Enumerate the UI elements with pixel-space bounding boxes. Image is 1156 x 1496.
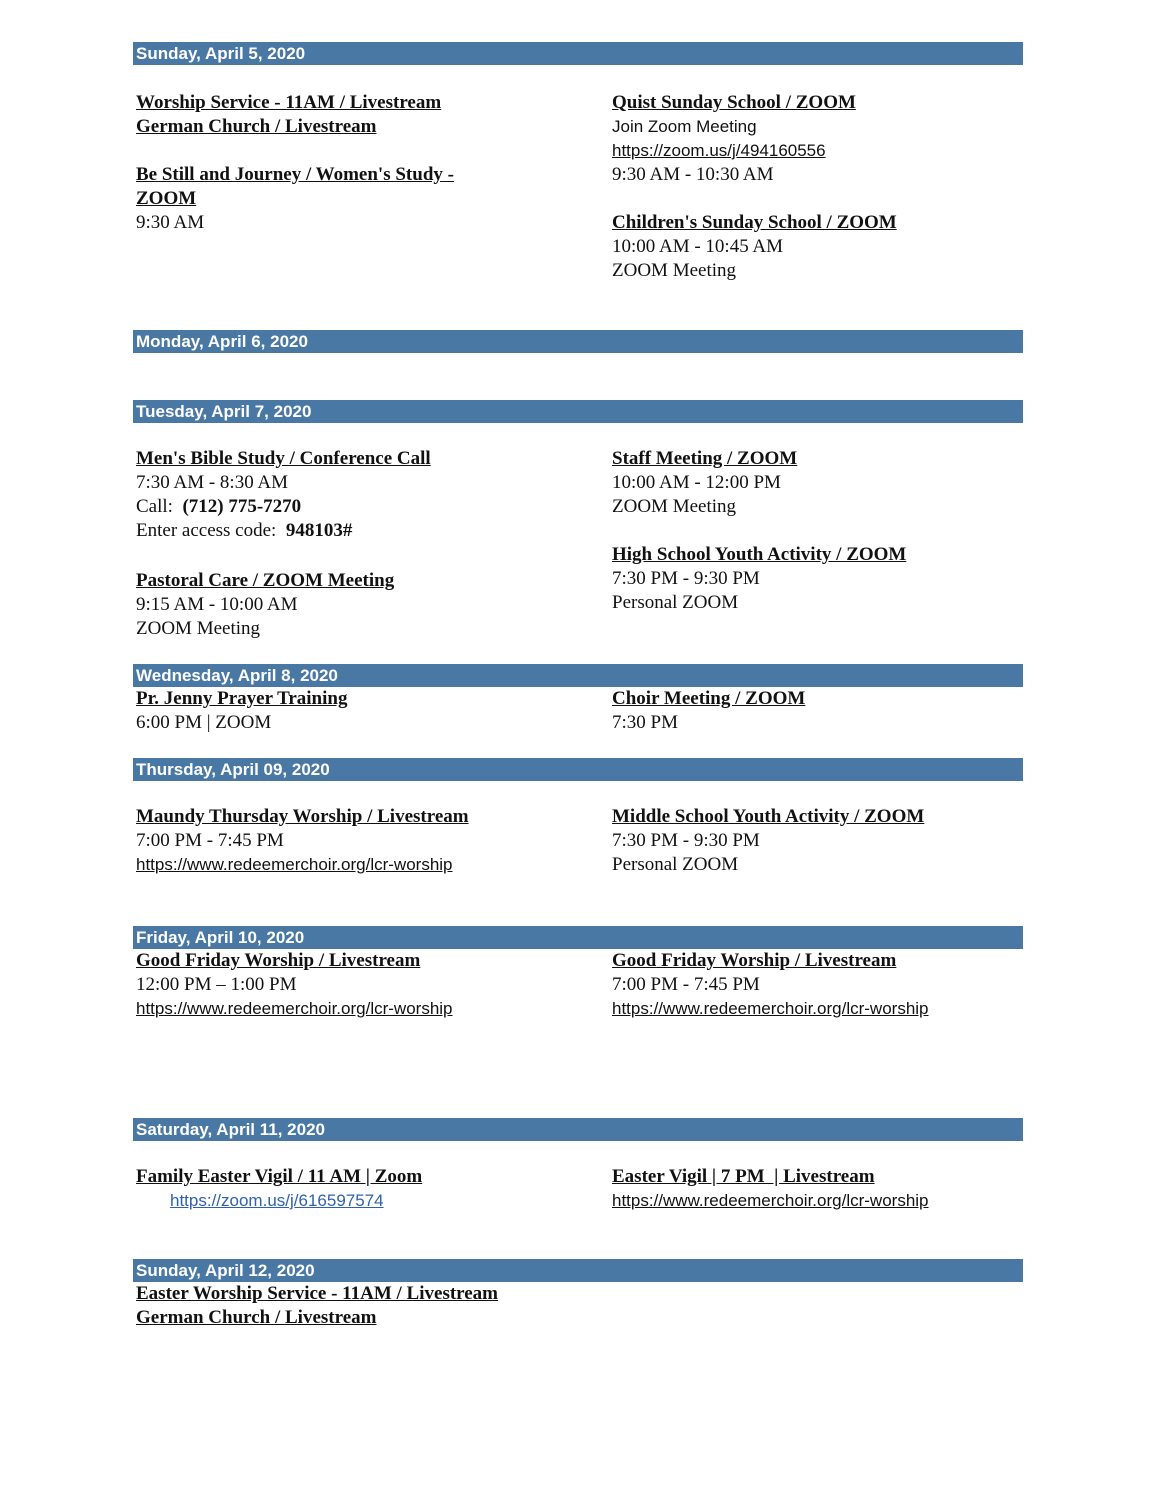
day-header-friday-april-10: Friday, April 10, 2020 xyxy=(133,926,1023,949)
day-header-saturday-april-11: Saturday, April 11, 2020 xyxy=(133,1118,1023,1141)
sun5-right-events xyxy=(612,91,1012,283)
event-note-childrens: ZOOM Meeting xyxy=(612,260,737,281)
fri10-right-events xyxy=(612,949,1012,1021)
link-maundy-worship[interactable]: https://www.redeemerchoir.org/lcr-worship xyxy=(136,855,453,874)
link-quist-zoom[interactable]: https://zoom.us/j/494160556 xyxy=(612,141,826,160)
event-title-middle-school-youth: Middle School Youth Activity / ZOOM xyxy=(612,806,925,827)
day-header-tuesday-april-7: Tuesday, April 7, 2020 xyxy=(133,400,1023,423)
event-title-womens-study: Be Still and Journey / Women's Study - ZOOM xyxy=(136,164,454,209)
event-note-middle-school: Personal ZOOM xyxy=(612,854,739,875)
fri10-left-events xyxy=(136,949,556,1021)
day-header-sunday-april-5: Sunday, April 5, 2020 xyxy=(133,42,1023,65)
event-note-staff: ZOOM Meeting xyxy=(612,496,737,517)
thu9-right-events xyxy=(612,805,1012,877)
event-time-womens-study: 9:30 AM xyxy=(136,212,205,233)
event-join-zoom: Join Zoom Meeting xyxy=(612,117,757,136)
event-time-middle-school: 7:30 PM - 9:30 PM xyxy=(612,830,760,851)
event-time-quist: 9:30 AM - 10:30 AM xyxy=(612,164,774,185)
event-time-high-school: 7:30 PM - 9:30 PM xyxy=(612,568,760,589)
code-label: Enter access code: xyxy=(136,520,277,541)
event-title-mens-bible-study: Men's Bible Study / Conference Call xyxy=(136,448,431,469)
event-title-high-school-youth: High School Youth Activity / ZOOM xyxy=(612,544,907,565)
event-time-mens: 7:30 AM - 8:30 AM xyxy=(136,472,289,493)
event-title-maundy-thursday: Maundy Thursday Worship / Livestream xyxy=(136,806,469,827)
event-time-good-friday-noon: 12:00 PM – 1:00 PM xyxy=(136,974,297,995)
event-code-line xyxy=(136,519,516,543)
call-label: Call: xyxy=(136,496,173,517)
sat11-left-events xyxy=(136,1165,556,1213)
thu9-left-events xyxy=(136,805,556,877)
link-good-friday-evening[interactable]: https://www.redeemerchoir.org/lcr-worship xyxy=(612,999,929,1018)
day-header-monday-april-6: Monday, April 6, 2020 xyxy=(133,330,1023,353)
event-time-prayer: 6:00 PM | ZOOM xyxy=(136,712,272,733)
event-title-german-church: German Church / Livestream xyxy=(136,116,377,137)
event-note-high-school: Personal ZOOM xyxy=(612,592,739,613)
tue7-left-events xyxy=(136,447,516,641)
event-note-pastoral: ZOOM Meeting xyxy=(136,618,261,639)
tue7-right-events xyxy=(612,447,1012,615)
day-header-wednesday-april-8: Wednesday, April 8, 2020 xyxy=(133,664,1023,687)
event-title-childrens-sunday-school: Children's Sunday School / ZOOM xyxy=(612,212,897,233)
event-title-worship-service: Worship Service - 11AM / Livestream xyxy=(136,92,442,113)
sun12-left-events xyxy=(136,1282,576,1330)
event-title-pastoral-care: Pastoral Care / ZOOM Meeting xyxy=(136,570,395,591)
event-call-line xyxy=(136,495,516,519)
event-title-easter-vigil: Easter Vigil | 7 PM | Livestream xyxy=(612,1166,875,1187)
event-title-family-easter-vigil: Family Easter Vigil / 11 AM | Zoom xyxy=(136,1166,423,1187)
event-title-staff-meeting: Staff Meeting / ZOOM xyxy=(612,448,798,469)
event-time-pastoral: 9:15 AM - 10:00 AM xyxy=(136,594,298,615)
event-title-good-friday-evening: Good Friday Worship / Livestream xyxy=(612,950,897,971)
sun5-left-events xyxy=(136,91,516,235)
event-title-quist-sunday-school: Quist Sunday School / ZOOM xyxy=(612,92,856,113)
event-title-prayer-training: Pr. Jenny Prayer Training xyxy=(136,688,348,709)
link-easter-vigil[interactable]: https://www.redeemerchoir.org/lcr-worship xyxy=(612,1191,929,1210)
day-header-sunday-april-12: Sunday, April 12, 2020 xyxy=(133,1259,1023,1282)
event-title-german-church-easter: German Church / Livestream xyxy=(136,1307,377,1328)
event-title-good-friday-noon: Good Friday Worship / Livestream xyxy=(136,950,421,971)
wed8-right-events xyxy=(612,687,1012,735)
event-time-childrens: 10:00 AM - 10:45 AM xyxy=(612,236,784,257)
link-family-easter-zoom[interactable]: https://zoom.us/j/616597574 xyxy=(170,1191,384,1210)
event-time-choir: 7:30 PM xyxy=(612,712,678,733)
event-time-maundy: 7:00 PM - 7:45 PM xyxy=(136,830,284,851)
day-header-thursday-april-9: Thursday, April 09, 2020 xyxy=(133,758,1023,781)
access-code: 948103# xyxy=(285,520,353,541)
call-number: (712) 775-7270 xyxy=(182,496,302,517)
event-time-staff: 10:00 AM - 12:00 PM xyxy=(612,472,781,493)
link-good-friday-noon[interactable]: https://www.redeemerchoir.org/lcr-worship xyxy=(136,999,453,1018)
event-title-easter-worship: Easter Worship Service - 11AM / Livestream xyxy=(136,1283,499,1304)
event-title-choir-meeting: Choir Meeting / ZOOM xyxy=(612,688,806,709)
event-time-good-friday-evening: 7:00 PM - 7:45 PM xyxy=(612,974,760,995)
wed8-left-events xyxy=(136,687,516,735)
sat11-right-events xyxy=(612,1165,1012,1213)
